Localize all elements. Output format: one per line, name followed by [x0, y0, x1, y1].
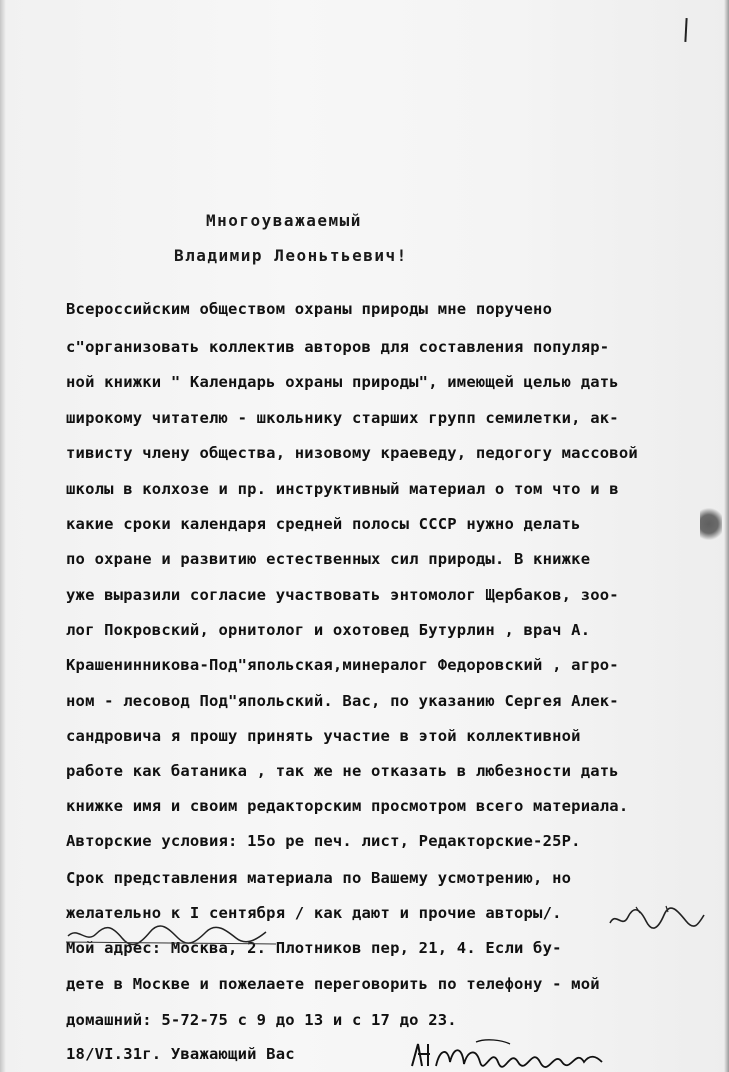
- body-line: уже выразили согласие участвовать энтомолог Щербаков, зоо-: [66, 586, 619, 604]
- handwritten-signature: [406, 1038, 616, 1072]
- body-line: широкому читателю - школьнику старших групп семилетки, ак-: [66, 409, 619, 427]
- body-line: школы в колхозе и пр. инструктивный материал о том что и в: [66, 480, 619, 498]
- pencil-mark: [684, 18, 687, 42]
- body-line: по охране и развитию естественных сил природы. В книжке: [66, 550, 591, 568]
- body-line: с"организовать коллектив авторов для составления популяр-: [66, 338, 610, 356]
- body-line: Крашенинникова-Под"япольская,минералог Федоровский , агро-: [66, 656, 619, 674]
- ink-blot: [700, 505, 722, 543]
- body-line: тивисту члену общества, низовому краеведу, педогогу массовой: [66, 444, 638, 462]
- body-line: Срок представления материала по Вашему усмотрению, но: [66, 869, 572, 887]
- body-line: ном - лесовод Под"япольский. Вас, по указанию Сергея Алек-: [66, 692, 619, 710]
- body-line: Мой адрес: Москва, 2. Плотников пер, 21, 4. Если бу-: [66, 939, 562, 957]
- body-line: желательно к I сентября / как дают и прочие авторы/.: [66, 904, 562, 922]
- handwritten-insertion: [606, 903, 706, 933]
- body-line: дете в Москве и пожелаете переговорить по телефону - мой: [66, 975, 600, 993]
- scan-edge-right: [724, 0, 729, 1072]
- salutation-line-2: Владимир Леоньтьевич!: [174, 246, 408, 265]
- body-line: сандровича я прошу принять участие в этой коллективной: [66, 727, 581, 745]
- scan-edge-left: [0, 0, 6, 1072]
- body-line: какие сроки календаря средней полосы СССР нужно делать: [66, 515, 581, 533]
- body-line: книжке имя и своим редакторским просмотром всего материала.: [66, 797, 629, 815]
- body-line: работе как батаника , так же не отказать в любезности дать: [66, 762, 619, 780]
- closing-line: 18/VI.31г. Уважающий Вас: [66, 1045, 295, 1063]
- body-line: лог Покровский, орнитолог и охотовед Бутурлин , врач А.: [66, 621, 591, 639]
- body-line: домашний: 5-72-75 с 9 до 13 и с 17 до 23.: [66, 1011, 457, 1029]
- handwritten-insertion-cont: [66, 922, 286, 946]
- body-line: ной книжки " Календарь охраны природы", имеющей целью дать: [66, 373, 619, 391]
- body-line: Всероссийским обществом охраны природы мне поручено: [66, 300, 553, 318]
- salutation-line-1: Многоуважаемый: [206, 211, 362, 230]
- body-line: Авторские условия: 15о ре печ. лист, Редакторские-25Р.: [66, 832, 581, 850]
